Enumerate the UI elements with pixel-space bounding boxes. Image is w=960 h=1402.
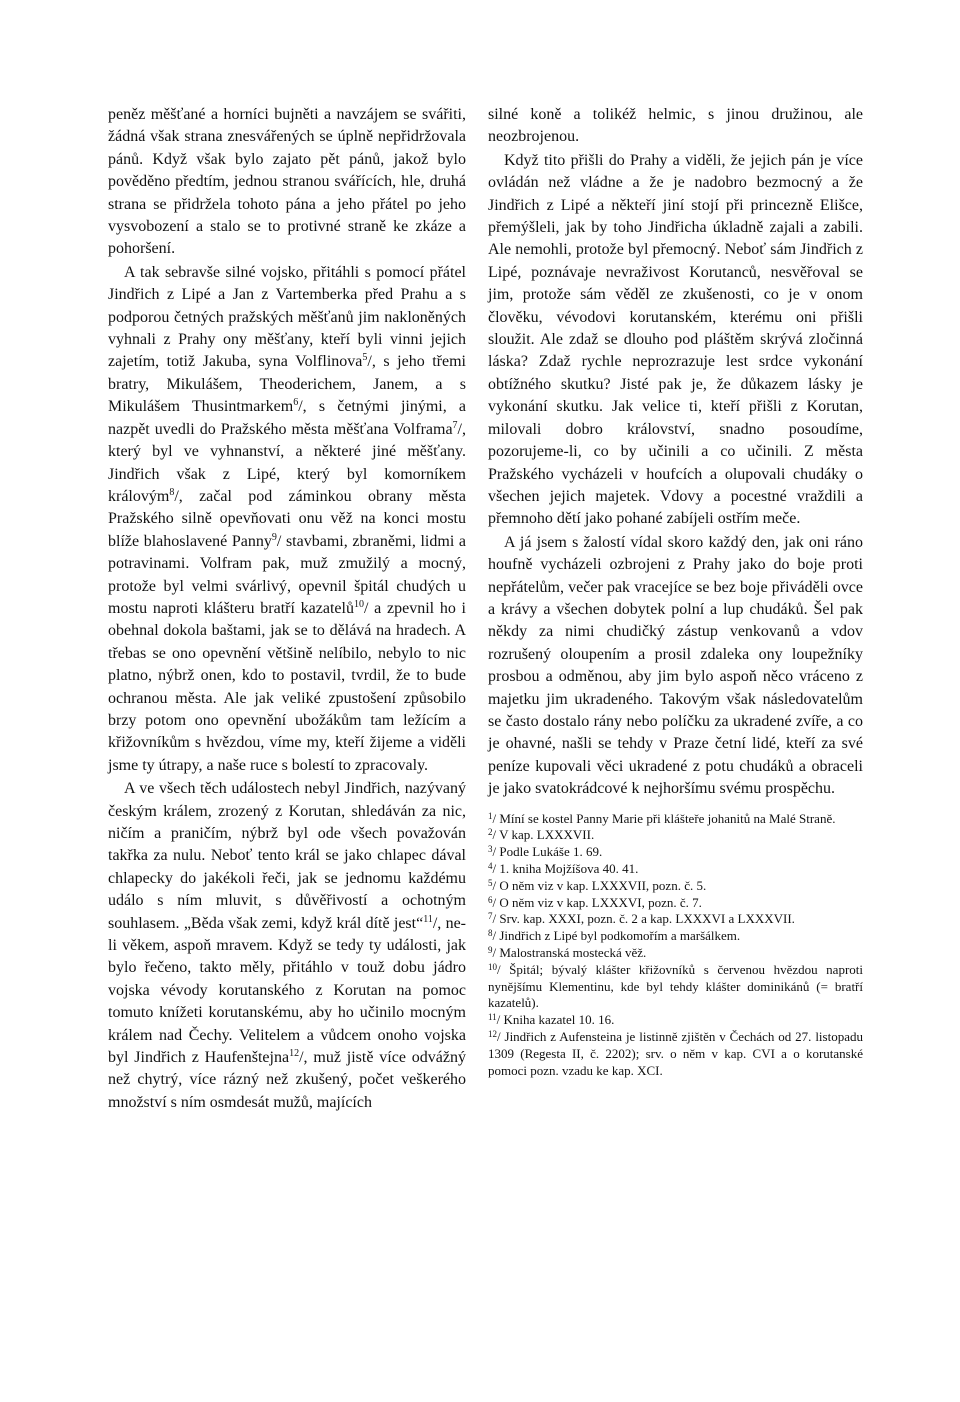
right-paragraph [488, 150, 863, 531]
paragraph-text: /, muž jistě více odvážný než chytrý, více rázný než zkušený, počet veškerého množství s ním osmdesát mužů, majících [108, 1049, 467, 1111]
left-paragraph [108, 262, 466, 777]
footnote-number: 6 [488, 894, 493, 905]
paragraph-text: A tak sebravše silné vojsko, přitáhli s pomocí přátel Jindřich z Lipé a Jan z Vartemberka před Prahu a s podporou četných pražských měšťanů jim nakloněných vyhnali z Prahy ony měšťany, kteří byli vinni jejich zajetím, totiž Jakuba, syna Volflinova [108, 263, 466, 371]
paragraph-text: silné koně a tolikéž helmic, s jinou družinou, ale neozbrojenou. [488, 106, 863, 146]
left-column [108, 104, 466, 1114]
right-column-text [488, 104, 863, 801]
footnote [488, 844, 863, 861]
paragraph-text: /, který byl ve vyhnanství, a některé jiné měšťany. Jindřich však z Lipé, který byl komorníkem královým [108, 420, 466, 505]
footnote-ref: 8 [169, 486, 175, 498]
paragraph-text: /, ne-li věkem, aspoň mravem. Když se tedy ty události, jak bylo řečeno, takto měly, přitáhlo v touž dobu jádro vojska vévody korutanského z Korutan na pomoc tomuto knížeti korutanskému, aby ho učinilo mocným králem nad Čechy. Velitelem a vůdcem onoho vojska byl Jindřich z Haufenštejna [108, 914, 466, 1067]
footnote [488, 811, 863, 828]
footnote-number: 1 [488, 810, 493, 821]
footnote-ref: 11 [423, 913, 433, 925]
footnote-ref: 7 [452, 419, 458, 431]
left-paragraph [108, 104, 466, 261]
left-paragraph [108, 778, 466, 1114]
paragraph-text: A ve všech těch událostech nebyl Jindřich, nazývaný českým králem, zrozený z Korutan, shledáván za nic, ničím a praničím, nýbrž byl ode všech považován takřka za nulu. Neboť tento král se jako chlapec dával chlapecky do jakékoli řeči, jak se jednomu každému událo s ním mluvit, s důvěřivostí a ochotným souhlasem. „Běda však zemi, když král dítě jest“ [108, 780, 466, 932]
footnote [488, 945, 863, 962]
footnote-text: / O něm viz v kap. LXXXVI, pozn. č. 7. [492, 894, 702, 910]
footnote [488, 878, 863, 895]
footnote-ref: 9 [271, 531, 277, 543]
footnote-number: 3 [488, 844, 493, 855]
book-page [108, 104, 865, 1364]
footnote-text: / V kap. LXXXVII. [492, 827, 595, 843]
footnote-text: / Podle Lukáše 1. 69. [492, 844, 603, 860]
paragraph-text: / a zpevnil ho i obehnal dokola baštami, jak se to dělává na hradech. A třebas se ono opevnění většině nelíbilo, nebylo to nic platno, nýbrž onen, kdo to postavil, tvrdil, že to bude ochranou města. Ale jak veliké zpustošení způsobilo brzy potom ono opevnění ubožákům tam ležícím a křižovníkům s hvězdou, víme my, kteří žijeme a viděli jsme ty útrapy, a naše ruce s bolestí to zpracovaly. [108, 599, 466, 774]
paragraph-text: A já jsem s žalostí vídal skoro každý den, jak oni ráno houfně vycházeli ozbrojeni z Prahy jako do boje proti nepřátelům, večer pak vracejíce se bez boje přiváděli ovce a krávy a všechen dobytek polní a lup chudáků. Šel pak někdy za nimi chudičký zástup venkovanů a vdov rozrušený oloupením a prosil zdaleka ony loupežníky prosbou a odměnou, aby jim bylo aspoň něco vráceno z majetku jim ukradeného. Takovým však následovatelům se často dostalo rány nebo políčku za ukradené zvíře, a co je ohavné, našli se tehdy v Praze četní lidé, kteří za své peníze kupovali věci ukradené z potu chudáků a obraceli je jako svatokrádcové k nejhoršímu svému prospěchu. [488, 533, 863, 798]
footnote [488, 928, 863, 945]
footnotes [488, 811, 863, 1080]
paragraph-text: /, s četnými jinými, a nazpět uvedli do Pražského města měšťana Volframa [108, 398, 467, 438]
footnote-text: / Srv. kap. XXXI, pozn. č. 2 a kap. LXXXVI a LXXXVII. [492, 911, 795, 927]
footnote-number: 7 [488, 911, 493, 922]
footnote-number: 5 [488, 877, 493, 888]
footnote-ref: 10 [353, 598, 364, 610]
right-paragraph [488, 532, 863, 801]
footnote [488, 895, 863, 912]
footnote-text: / Kniha kazatel 10. 16. [496, 1012, 615, 1028]
footnote [488, 827, 863, 844]
footnote-text: / Špitál; bývalý klášter křižovníků s červenou hvězdou naproti nynějšímu Klementinu, kde byl tehdy klášter dominikánů (= bratří kazatelů). [488, 961, 863, 1011]
paragraph-text: /, začal pod záminkou obrany města Pražského silně opevňovati onu věž na konci mostu blíže blahoslavené Panny [108, 487, 466, 550]
paragraph-text: peněz měšťané a horníci bujněti a navzájem se svářiti, žádná však strana znesvářených se úplně nepřidržovala pánů. Když však bylo zajato pět pánů, jakož bylo pověděno předtím, jednou stranou svářících, hle, druhá strana se přidržela tohoto pána a jeho přátel po jeho vysvobození a stalo se to protivné straně ke zkáze a pohoršení. [108, 106, 466, 258]
footnote-ref: 6 [293, 397, 299, 409]
footnote-number: 8 [488, 928, 493, 939]
footnote [488, 962, 863, 1012]
paragraph-text: Když tito přišli do Prahy a viděli, že jejich pán je více ovládán než vládne a že je nadobro bezmocný a že Jindřich z Lipé a někteří jiní stojí při princezně Elišce, přemýšleli, jak by toho Jindřicha úkladně zajali a zabili. Ale nemohli, protože byl přemocný. Neboť sám Jindřich z Lipé, poznávaje nevraživost Korutanců, nesvěřoval se jim, protože sám věděl ze zkušenosti, co je v onom člověku, vévodovi korutanském, kterému oni přišli sloužit. Ale zdaž se dlouho pod pláštěm skrývá zločinná láska? Zdaž rychle neprozrazuje lest srdce vykonání obtížného skutku? Jisté pak je, že důkazem lásky je vykonání skutku. Jak velice ti, kteří přišli z Korutan, milovali dobro království, snadno posoudíme, pozorujeme-li, co by učinili a co učinili. Z města Pražského vycházeli v houfcích a olupovali chudáky o všechen jejich majetek. Vdovy a pocestné vraždili a přemnoho dětí jako pohané zabíjeli ostřím meče. [488, 151, 863, 528]
footnote-text: / Malostranská mostecká věž. [492, 944, 647, 960]
footnote [488, 1012, 863, 1029]
footnote-number: 12 [488, 1028, 497, 1039]
footnote-number: 2 [488, 827, 493, 838]
footnote [488, 1029, 863, 1079]
right-column [488, 104, 863, 1079]
paragraph-text: / stavbami, zbraněmi, lidmi a potravinami. Volfram pak, muž zmužilý a mocný, protože byl velmi svárlivý, opevnil špitál chudých u mostu naproti klášteru bratří kazatelů [108, 532, 466, 617]
footnote-text: / Jindřich z Aufensteina je listinně zjištěn v Čechách od 27. listopadu 1309 (Regesta II, č. 2202); srv. o něm v kap. CVI a o korutanské pomoci pozn. vzadu ke kap. XCI. [488, 1028, 863, 1078]
footnote [488, 861, 863, 878]
footnote [488, 911, 863, 928]
footnote-text: / Míní se kostel Panny Marie při klášteře johanitů na Malé Straně. [492, 810, 836, 826]
footnote-number: 9 [488, 944, 493, 955]
footnote-ref: 12 [289, 1048, 300, 1060]
right-paragraph [488, 104, 863, 149]
footnote-ref: 5 [362, 352, 368, 364]
footnote-text: / 1. kniha Mojžíšova 40. 41. [492, 860, 639, 876]
footnote-number: 4 [488, 860, 493, 871]
footnote-number: 10 [488, 961, 497, 972]
footnote-number: 11 [488, 1012, 497, 1023]
footnote-text: / O něm viz v kap. LXXXVII, pozn. č. 5. [492, 877, 707, 893]
footnote-text: / Jindřich z Lipé byl podkomořím a maršálkem. [492, 928, 741, 944]
paragraph-text: /, s jeho třemi bratry, Mikulášem, Theoderichem, Janem, a s Mikulášem Thusintmarkem [108, 353, 467, 416]
